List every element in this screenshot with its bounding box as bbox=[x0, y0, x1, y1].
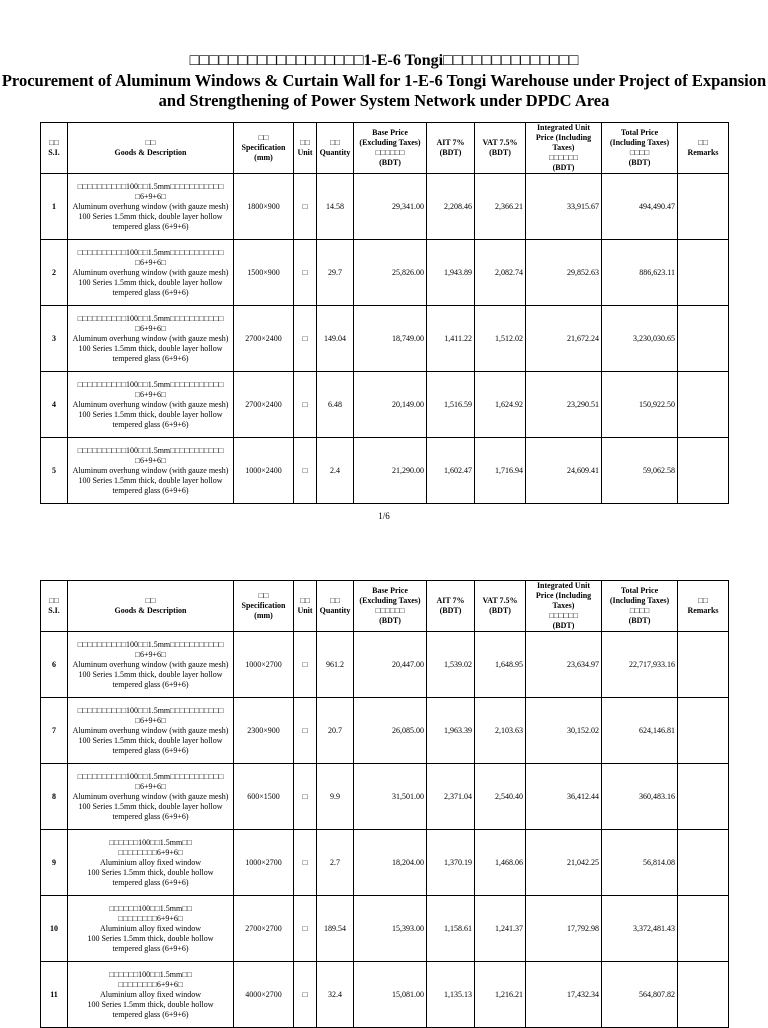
header-quantity-line: Quantity bbox=[319, 148, 351, 157]
row-integrated-price: 29,852.63 bbox=[526, 240, 602, 306]
row-vat: 2,366.21 bbox=[475, 174, 526, 240]
row-base-price: 15,081.00 bbox=[354, 962, 427, 1028]
header-base-price-line: (BDT) bbox=[379, 158, 401, 167]
header-unit-line: Unit bbox=[297, 606, 313, 615]
header-quantity bbox=[317, 123, 354, 174]
description-line: Aluminum overhung window (with gauze mesh) bbox=[72, 791, 229, 801]
description-line: □□□□□□□□6+9+6□ bbox=[118, 847, 183, 857]
description-line: tempered glass (6+9+6) bbox=[112, 745, 189, 755]
table-row bbox=[41, 962, 729, 1028]
row-remarks bbox=[678, 830, 729, 896]
row-vat: 1,468.06 bbox=[475, 830, 526, 896]
row-base-price: 20,149.00 bbox=[354, 372, 427, 438]
header-remarks bbox=[678, 123, 729, 174]
description-line: Aluminium alloy fixed window bbox=[99, 989, 202, 999]
row-quantity: 2.4 bbox=[317, 438, 354, 504]
header-remarks-line: □□ bbox=[698, 596, 708, 605]
header-sl-line: S.I. bbox=[48, 606, 60, 615]
row-description bbox=[68, 830, 234, 896]
header-integrated-price-line: □□□□□□ bbox=[549, 153, 578, 162]
header-total-price-line: Total Price (Including Taxes) bbox=[609, 128, 670, 147]
row-vat: 1,624.92 bbox=[475, 372, 526, 438]
row-description bbox=[68, 764, 234, 830]
description-line: tempered glass (6+9+6) bbox=[112, 221, 189, 231]
row-total-price: 360,483.16 bbox=[602, 764, 678, 830]
description-line: 100 Series 1.5mm thick, double layer hollow bbox=[78, 211, 223, 221]
header-total-price-line: Total Price (Including Taxes) bbox=[609, 586, 670, 605]
table-row bbox=[41, 830, 729, 896]
table-header bbox=[41, 581, 729, 632]
header-integrated-price-line: Integrated Unit Price (Including Taxes) bbox=[535, 581, 592, 610]
header-quantity-line: □□ bbox=[330, 596, 340, 605]
header-total-price-line: □□□□ bbox=[629, 148, 650, 157]
row-sl: 8 bbox=[41, 764, 68, 830]
row-base-price: 20,447.00 bbox=[354, 632, 427, 698]
description-line: Aluminium alloy fixed window bbox=[99, 923, 202, 933]
description-line: □□□□□□□□6+9+6□ bbox=[118, 979, 183, 989]
header-specification-line: Specification (mm) bbox=[241, 143, 286, 162]
description-line: tempered glass (6+9+6) bbox=[112, 943, 189, 953]
row-base-price: 31,501.00 bbox=[354, 764, 427, 830]
row-integrated-price: 23,634.97 bbox=[526, 632, 602, 698]
row-quantity: 6.48 bbox=[317, 372, 354, 438]
header-unit-line: □□ bbox=[300, 596, 310, 605]
description-line: □□□□□□100□□1.5mm□□ bbox=[109, 903, 192, 913]
row-total-price: 624,146.81 bbox=[602, 698, 678, 764]
row-sl: 1 bbox=[41, 174, 68, 240]
row-quantity: 14.58 bbox=[317, 174, 354, 240]
row-base-price: 29,341.00 bbox=[354, 174, 427, 240]
row-description bbox=[68, 306, 234, 372]
items-table-page-2 bbox=[40, 580, 729, 1028]
row-vat: 1,216.21 bbox=[475, 962, 526, 1028]
header-unit bbox=[294, 123, 317, 174]
row-vat: 2,103.63 bbox=[475, 698, 526, 764]
description-line: Aluminum overhung window (with gauze mesh) bbox=[72, 399, 229, 409]
table-row bbox=[41, 764, 729, 830]
header-goods-line: □□ bbox=[145, 596, 156, 605]
row-ait: 1,158.61 bbox=[427, 896, 475, 962]
header-specification-line: Specification (mm) bbox=[241, 601, 286, 620]
row-ait: 1,943.89 bbox=[427, 240, 475, 306]
row-unit: □ bbox=[294, 830, 317, 896]
header-ait-line: AIT 7% bbox=[436, 138, 465, 147]
row-total-price: 3,230,030.65 bbox=[602, 306, 678, 372]
description-line: Aluminum overhung window (with gauze mesh) bbox=[72, 333, 229, 343]
row-specification: 1800×900 bbox=[234, 174, 294, 240]
header-vat bbox=[475, 123, 526, 174]
row-ait: 1,370.19 bbox=[427, 830, 475, 896]
row-ait: 1,539.02 bbox=[427, 632, 475, 698]
description-line: 100 Series 1.5mm thick, double layer hollow bbox=[78, 801, 223, 811]
row-remarks bbox=[678, 174, 729, 240]
header-remarks bbox=[678, 581, 729, 632]
header-vat-line: (BDT) bbox=[489, 148, 511, 157]
row-ait: 2,208.46 bbox=[427, 174, 475, 240]
row-sl: 10 bbox=[41, 896, 68, 962]
row-integrated-price: 21,042.25 bbox=[526, 830, 602, 896]
row-vat: 1,512.02 bbox=[475, 306, 526, 372]
header-row bbox=[41, 123, 729, 174]
description-line: tempered glass (6+9+6) bbox=[112, 353, 189, 363]
row-specification: 2700×2400 bbox=[234, 306, 294, 372]
row-total-price: 494,490.47 bbox=[602, 174, 678, 240]
row-base-price: 18,749.00 bbox=[354, 306, 427, 372]
description-line: 100 Series 1.5mm thick, double hollow bbox=[87, 999, 214, 1009]
table-row bbox=[41, 174, 729, 240]
header-base-price bbox=[354, 581, 427, 632]
description-line: Aluminum overhung window (with gauze mesh) bbox=[72, 465, 229, 475]
description-line: □6+9+6□ bbox=[135, 781, 166, 791]
row-integrated-price: 21,672.24 bbox=[526, 306, 602, 372]
row-vat: 2,082.74 bbox=[475, 240, 526, 306]
header-quantity-line: □□ bbox=[330, 138, 340, 147]
row-unit: □ bbox=[294, 240, 317, 306]
description-line: □□□□□□□□□□100□□1.5mm□□□□□□□□□□□ bbox=[77, 705, 224, 715]
page-number: 1/6 bbox=[378, 511, 390, 521]
header-base-price bbox=[354, 123, 427, 174]
header-integrated-price-line: (BDT) bbox=[552, 621, 575, 630]
row-specification: 1000×2700 bbox=[234, 632, 294, 698]
row-quantity: 29.7 bbox=[317, 240, 354, 306]
document-title-chinese: □□□□□□□□□□□□□□□□□□1-E-6 Tongi□□□□□□□□□□□□□□ bbox=[189, 52, 579, 69]
header-remarks-line: Remarks bbox=[687, 148, 719, 157]
table-row bbox=[41, 698, 729, 764]
description-line: Aluminum overhung window (with gauze mesh) bbox=[72, 267, 229, 277]
row-sl: 5 bbox=[41, 438, 68, 504]
row-quantity: 2.7 bbox=[317, 830, 354, 896]
description-line: Aluminum overhung window (with gauze mesh) bbox=[72, 725, 229, 735]
header-goods bbox=[68, 581, 234, 632]
description-line: 100 Series 1.5mm thick, double hollow bbox=[87, 867, 214, 877]
description-line: Aluminium alloy fixed window bbox=[99, 857, 202, 867]
header-total-price bbox=[602, 123, 678, 174]
row-description bbox=[68, 372, 234, 438]
header-unit bbox=[294, 581, 317, 632]
row-total-price: 59,062.58 bbox=[602, 438, 678, 504]
table-row bbox=[41, 438, 729, 504]
description-line: □□□□□□□□□□100□□1.5mm□□□□□□□□□□□ bbox=[77, 639, 224, 649]
row-remarks bbox=[678, 372, 729, 438]
row-unit: □ bbox=[294, 764, 317, 830]
description-line: □6+9+6□ bbox=[135, 191, 166, 201]
row-ait: 1,602.47 bbox=[427, 438, 475, 504]
header-ait-line: AIT 7% bbox=[436, 596, 465, 605]
header-base-price-line: □□□□□□ bbox=[375, 148, 405, 157]
description-line: 100 Series 1.5mm thick, double layer hollow bbox=[78, 669, 223, 679]
row-integrated-price: 30,152.02 bbox=[526, 698, 602, 764]
row-sl: 11 bbox=[41, 962, 68, 1028]
description-line: tempered glass (6+9+6) bbox=[112, 679, 189, 689]
row-specification: 2700×2700 bbox=[234, 896, 294, 962]
description-line: 100 Series 1.5mm thick, double layer hollow bbox=[78, 277, 223, 287]
row-description bbox=[68, 174, 234, 240]
row-specification: 1500×900 bbox=[234, 240, 294, 306]
description-line: Aluminum overhung window (with gauze mesh) bbox=[72, 201, 229, 211]
header-sl bbox=[41, 581, 68, 632]
table-row bbox=[41, 306, 729, 372]
header-integrated-price bbox=[526, 581, 602, 632]
row-total-price: 56,814.08 bbox=[602, 830, 678, 896]
table-row bbox=[41, 240, 729, 306]
header-integrated-price-line: □□□□□□ bbox=[549, 611, 578, 620]
row-unit: □ bbox=[294, 896, 317, 962]
row-description bbox=[68, 896, 234, 962]
table-header bbox=[41, 123, 729, 174]
header-ait bbox=[427, 123, 475, 174]
description-line: □□□□□□100□□1.5mm□□ bbox=[109, 969, 192, 979]
row-sl: 2 bbox=[41, 240, 68, 306]
header-vat bbox=[475, 581, 526, 632]
row-remarks bbox=[678, 240, 729, 306]
header-base-price-line: Base Price (Excluding Taxes) bbox=[359, 586, 421, 605]
header-sl-line: □□ bbox=[49, 596, 59, 605]
row-base-price: 25,826.00 bbox=[354, 240, 427, 306]
description-line: □□□□□□□□□□100□□1.5mm□□□□□□□□□□□ bbox=[77, 181, 224, 191]
header-sl-line: □□ bbox=[49, 138, 59, 147]
row-description bbox=[68, 962, 234, 1028]
row-quantity: 189.54 bbox=[317, 896, 354, 962]
header-ait bbox=[427, 581, 475, 632]
row-unit: □ bbox=[294, 174, 317, 240]
document-title-english: Procurement of Aluminum Windows & Curtain Wall for 1-E-6 Tongi Warehouse under Project of Expansion and Strengthening of Power System Network under DPDC Area bbox=[1, 71, 767, 110]
header-row bbox=[41, 581, 729, 632]
header-remarks-line: Remarks bbox=[687, 606, 719, 615]
row-remarks bbox=[678, 438, 729, 504]
description-line: Aluminum overhung window (with gauze mesh) bbox=[72, 659, 229, 669]
header-specification bbox=[234, 581, 294, 632]
header-total-price-line: (BDT) bbox=[628, 158, 651, 167]
row-quantity: 961.2 bbox=[317, 632, 354, 698]
row-base-price: 26,085.00 bbox=[354, 698, 427, 764]
row-remarks bbox=[678, 962, 729, 1028]
description-line: □6+9+6□ bbox=[135, 715, 166, 725]
row-sl: 3 bbox=[41, 306, 68, 372]
row-sl: 7 bbox=[41, 698, 68, 764]
description-line: □□□□□□□□□□100□□1.5mm□□□□□□□□□□□ bbox=[77, 313, 224, 323]
row-specification: 2700×2400 bbox=[234, 372, 294, 438]
header-specification-line: □□ bbox=[258, 133, 269, 142]
row-remarks bbox=[678, 632, 729, 698]
description-line: tempered glass (6+9+6) bbox=[112, 485, 189, 495]
row-description bbox=[68, 632, 234, 698]
row-sl: 4 bbox=[41, 372, 68, 438]
header-integrated-price-line: Integrated Unit Price (Including Taxes) bbox=[535, 123, 592, 152]
header-base-price-line: (BDT) bbox=[379, 616, 401, 625]
description-line: tempered glass (6+9+6) bbox=[112, 1009, 189, 1019]
description-line: tempered glass (6+9+6) bbox=[112, 419, 189, 429]
description-line: □□□□□□□□□□100□□1.5mm□□□□□□□□□□□ bbox=[77, 247, 224, 257]
row-unit: □ bbox=[294, 372, 317, 438]
description-line: tempered glass (6+9+6) bbox=[112, 811, 189, 821]
header-unit-line: Unit bbox=[297, 148, 313, 157]
description-line: □□□□□□□□□□100□□1.5mm□□□□□□□□□□□ bbox=[77, 379, 224, 389]
row-description bbox=[68, 438, 234, 504]
row-base-price: 18,204.00 bbox=[354, 830, 427, 896]
row-vat: 1,648.95 bbox=[475, 632, 526, 698]
row-total-price: 564,807.82 bbox=[602, 962, 678, 1028]
header-total-price bbox=[602, 581, 678, 632]
header-ait-line: (BDT) bbox=[439, 606, 462, 615]
table-row bbox=[41, 896, 729, 962]
row-sl: 6 bbox=[41, 632, 68, 698]
description-line: 100 Series 1.5mm thick, double layer hollow bbox=[78, 735, 223, 745]
items-table-page-1 bbox=[40, 122, 729, 504]
header-sl-line: S.I. bbox=[48, 148, 60, 157]
row-ait: 2,371.04 bbox=[427, 764, 475, 830]
header-goods-line: Goods & Description bbox=[114, 148, 187, 157]
row-remarks bbox=[678, 896, 729, 962]
description-line: □6+9+6□ bbox=[135, 649, 166, 659]
header-quantity-line: Quantity bbox=[319, 606, 351, 615]
header-vat-line: (BDT) bbox=[489, 606, 511, 615]
table-body-page-1 bbox=[41, 174, 729, 504]
header-unit-line: □□ bbox=[300, 138, 310, 147]
row-unit: □ bbox=[294, 306, 317, 372]
row-specification: 1000×2400 bbox=[234, 438, 294, 504]
row-integrated-price: 23,290.51 bbox=[526, 372, 602, 438]
row-specification: 4000×2700 bbox=[234, 962, 294, 1028]
row-base-price: 15,393.00 bbox=[354, 896, 427, 962]
row-unit: □ bbox=[294, 438, 317, 504]
row-remarks bbox=[678, 698, 729, 764]
description-line: 100 Series 1.5mm thick, double layer hollow bbox=[78, 343, 223, 353]
row-remarks bbox=[678, 764, 729, 830]
header-quantity bbox=[317, 581, 354, 632]
row-ait: 1,963.39 bbox=[427, 698, 475, 764]
header-integrated-price bbox=[526, 123, 602, 174]
row-unit: □ bbox=[294, 632, 317, 698]
row-base-price: 21,290.00 bbox=[354, 438, 427, 504]
description-line: □□□□□□100□□1.5mm□□ bbox=[109, 837, 192, 847]
row-vat: 2,540.40 bbox=[475, 764, 526, 830]
description-line: tempered glass (6+9+6) bbox=[112, 877, 189, 887]
header-goods-line: □□ bbox=[145, 138, 156, 147]
row-total-price: 886,623.11 bbox=[602, 240, 678, 306]
row-integrated-price: 36,412.44 bbox=[526, 764, 602, 830]
description-line: 100 Series 1.5mm thick, double hollow bbox=[87, 933, 214, 943]
description-line: □□□□□□□□6+9+6□ bbox=[118, 913, 183, 923]
row-ait: 1,516.59 bbox=[427, 372, 475, 438]
description-line: □6+9+6□ bbox=[135, 455, 166, 465]
description-line: □□□□□□□□□□100□□1.5mm□□□□□□□□□□□ bbox=[77, 771, 224, 781]
table-row bbox=[41, 372, 729, 438]
row-quantity: 32.4 bbox=[317, 962, 354, 1028]
header-base-price-line: □□□□□□ bbox=[375, 606, 405, 615]
header-total-price-line: (BDT) bbox=[628, 616, 651, 625]
row-remarks bbox=[678, 306, 729, 372]
row-quantity: 9.9 bbox=[317, 764, 354, 830]
header-goods-line: Goods & Description bbox=[114, 606, 187, 615]
row-specification: 2300×900 bbox=[234, 698, 294, 764]
header-sl bbox=[41, 123, 68, 174]
row-specification: 600×1500 bbox=[234, 764, 294, 830]
description-line: tempered glass (6+9+6) bbox=[112, 287, 189, 297]
row-ait: 1,411.22 bbox=[427, 306, 475, 372]
header-total-price-line: □□□□ bbox=[629, 606, 650, 615]
header-base-price-line: Base Price (Excluding Taxes) bbox=[359, 128, 421, 147]
table-row bbox=[41, 632, 729, 698]
row-integrated-price: 33,915.67 bbox=[526, 174, 602, 240]
header-specification bbox=[234, 123, 294, 174]
header-goods bbox=[68, 123, 234, 174]
header-remarks-line: □□ bbox=[698, 138, 708, 147]
description-line: □6+9+6□ bbox=[135, 257, 166, 267]
row-sl: 9 bbox=[41, 830, 68, 896]
table-body-page-2 bbox=[41, 632, 729, 1028]
row-description bbox=[68, 698, 234, 764]
row-quantity: 20.7 bbox=[317, 698, 354, 764]
row-vat: 1,716.94 bbox=[475, 438, 526, 504]
description-line: 100 Series 1.5mm thick, double layer hollow bbox=[78, 409, 223, 419]
row-total-price: 150,922.50 bbox=[602, 372, 678, 438]
header-specification-line: □□ bbox=[258, 591, 269, 600]
row-total-price: 3,372,481.43 bbox=[602, 896, 678, 962]
row-total-price: 22,717,933.16 bbox=[602, 632, 678, 698]
row-quantity: 149.04 bbox=[317, 306, 354, 372]
row-integrated-price: 17,432.34 bbox=[526, 962, 602, 1028]
row-vat: 1,241.37 bbox=[475, 896, 526, 962]
row-integrated-price: 17,792.98 bbox=[526, 896, 602, 962]
row-unit: □ bbox=[294, 698, 317, 764]
row-description bbox=[68, 240, 234, 306]
header-ait-line: (BDT) bbox=[439, 148, 462, 157]
header-vat-line: VAT 7.5% bbox=[482, 596, 518, 605]
description-line: □□□□□□□□□□100□□1.5mm□□□□□□□□□□□ bbox=[77, 445, 224, 455]
description-line: □6+9+6□ bbox=[135, 323, 166, 333]
header-vat-line: VAT 7.5% bbox=[482, 138, 518, 147]
row-unit: □ bbox=[294, 962, 317, 1028]
description-line: 100 Series 1.5mm thick, double layer hollow bbox=[78, 475, 223, 485]
row-ait: 1,135.13 bbox=[427, 962, 475, 1028]
row-integrated-price: 24,609.41 bbox=[526, 438, 602, 504]
row-specification: 1000×2700 bbox=[234, 830, 294, 896]
header-integrated-price-line: (BDT) bbox=[552, 163, 575, 172]
description-line: □6+9+6□ bbox=[135, 389, 166, 399]
